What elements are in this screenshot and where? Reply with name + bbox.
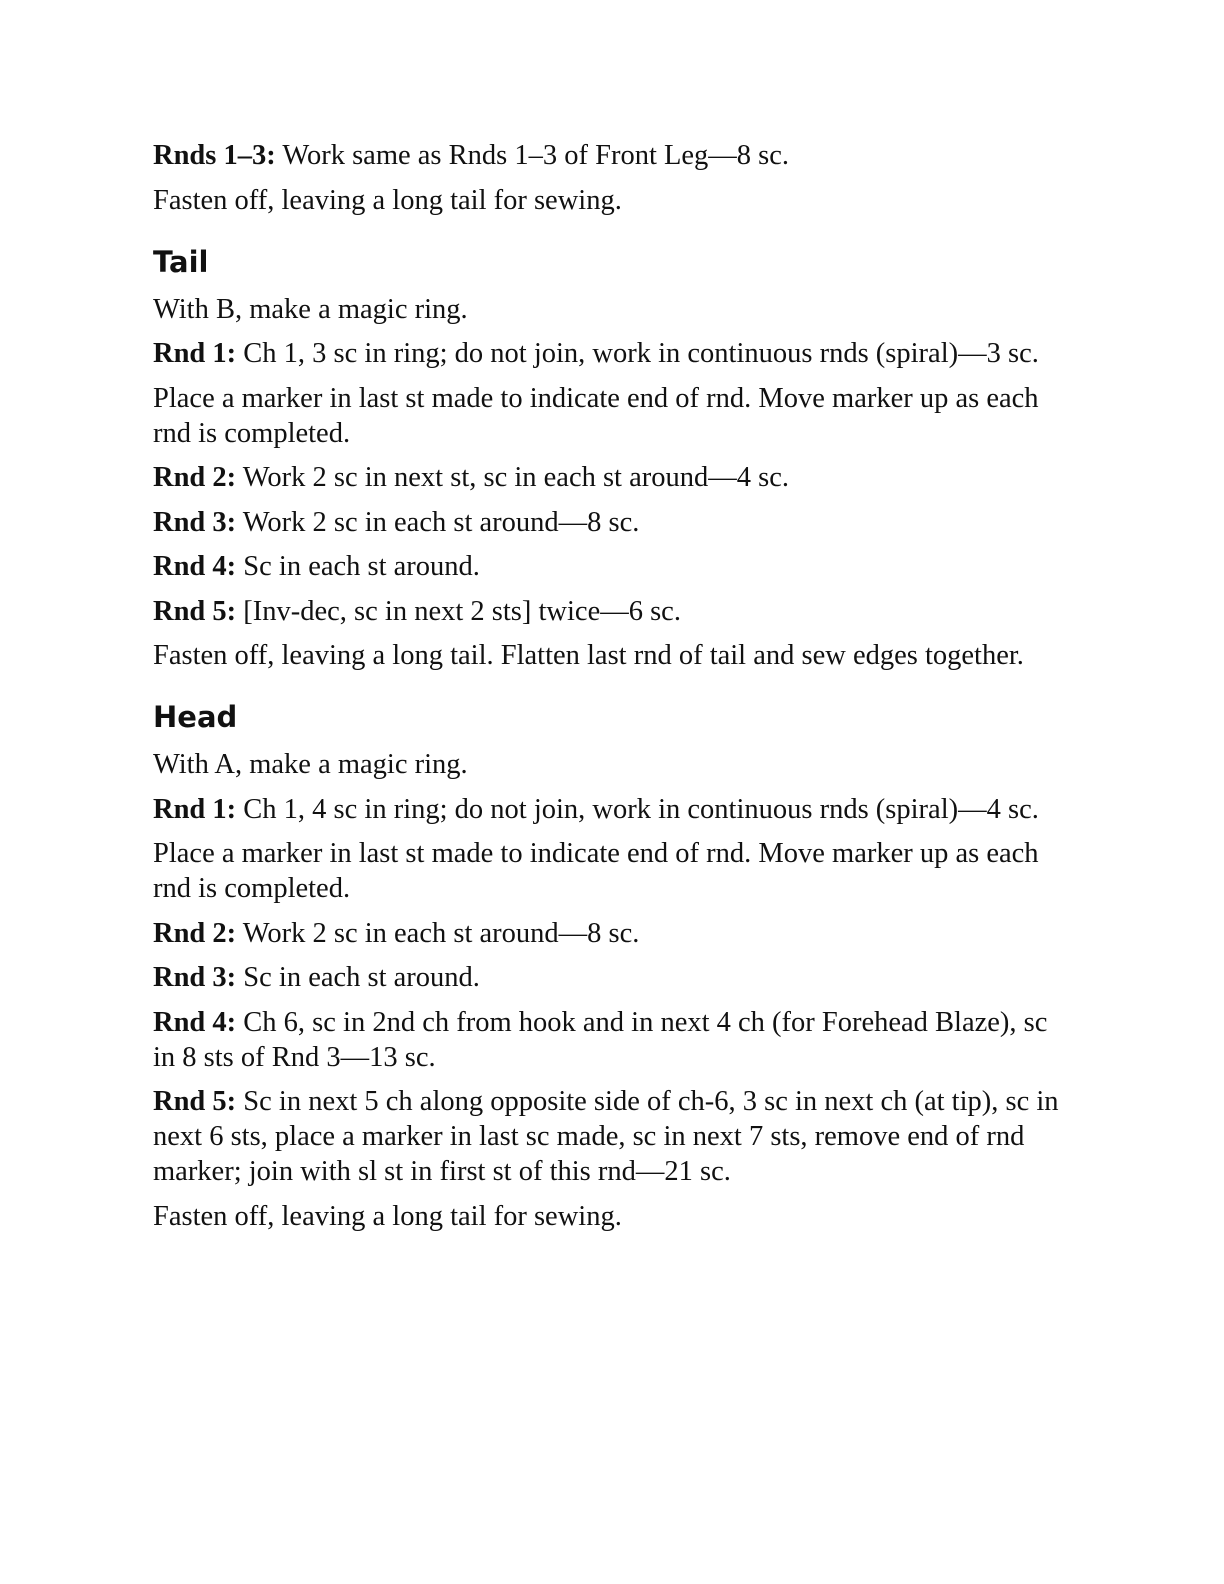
round-label: Rnd 4: — [153, 1006, 237, 1038]
tail-rnd-4 — [153, 549, 1063, 584]
round-label: Rnd 2: — [153, 917, 237, 949]
head-rnd-4 — [153, 1005, 1063, 1075]
round-label: Rnd 4: — [153, 551, 237, 582]
head-rnd-5 — [153, 1084, 1063, 1189]
tail-rnd-2 — [153, 460, 1063, 495]
round-text: Work 2 sc in each st around—8 sc. — [236, 917, 640, 949]
rnds-1-3-instruction — [153, 138, 1063, 173]
head-rnd-3 — [153, 960, 1063, 995]
round-text: Work same as Rnds 1–3 of Front Leg—8 sc. — [275, 140, 790, 171]
round-label: Rnd 3: — [153, 962, 237, 993]
round-text: Ch 1, 4 sc in ring; do not join, work in continuous rnds (spiral)—4 sc. — [236, 793, 1039, 825]
round-label: Rnd 5: — [153, 595, 237, 627]
head-rnd-1 — [153, 792, 1063, 827]
tail-rnd-1 — [153, 336, 1063, 371]
round-text: Work 2 sc in each st around—8 sc. — [236, 506, 640, 538]
head-finish-note: Fasten off, leaving a long tail for sewing. — [153, 1200, 622, 1232]
round-text: Sc in each st around. — [236, 551, 480, 582]
head-rnd-2 — [153, 916, 1063, 951]
section-heading-head: Head — [153, 700, 238, 734]
round-label: Rnd 5: — [153, 1086, 237, 1117]
round-label: Rnds 1–3: — [153, 140, 276, 171]
fasten-off-note: Fasten off, leaving a long tail for sewing. — [153, 184, 622, 216]
tail-intro: With B, make a magic ring. — [153, 293, 468, 325]
document-page — [153, 138, 1063, 1243]
tail-marker-note: Place a marker in last st made to indicate end of rnd. Move marker up as each rnd is completed. — [153, 382, 1039, 449]
round-text: Work 2 sc in next st, sc in each st around—4 sc. — [236, 462, 789, 493]
round-text: [Inv-dec, sc in next 2 sts] twice—6 sc. — [236, 595, 681, 627]
tail-finish-note: Fasten off, leaving a long tail. Flatten last rnd of tail and sew edges together. — [153, 640, 1024, 671]
round-label: Rnd 1: — [153, 793, 237, 825]
round-label: Rnd 2: — [153, 462, 237, 493]
round-text: Ch 6, sc in 2nd ch from hook and in next 4 ch (for Forehead Blaze), sc in 8 sts of Rnd 3—13 sc. — [153, 1006, 1048, 1073]
tail-rnd-5 — [153, 594, 1063, 629]
round-label: Rnd 1: — [153, 338, 237, 369]
head-marker-note: Place a marker in last st made to indicate end of rnd. Move marker up as each rnd is completed. — [153, 838, 1039, 904]
section-heading-tail: Tail — [153, 244, 209, 279]
head-intro: With A, make a magic ring. — [153, 749, 468, 780]
round-text: Ch 1, 3 sc in ring; do not join, work in continuous rnds (spiral)—3 sc. — [236, 338, 1039, 369]
tail-rnd-3 — [153, 505, 1063, 540]
round-text: Sc in each st around. — [236, 962, 480, 993]
round-text: Sc in next 5 ch along opposite side of ch-6, 3 sc in next ch (at tip), sc in next 6 sts, place a marker in last sc made, sc in next 7 sts, remove end of rnd marker; join with sl st in first st of this rnd—21 sc. — [153, 1086, 1059, 1187]
round-label: Rnd 3: — [153, 506, 237, 538]
